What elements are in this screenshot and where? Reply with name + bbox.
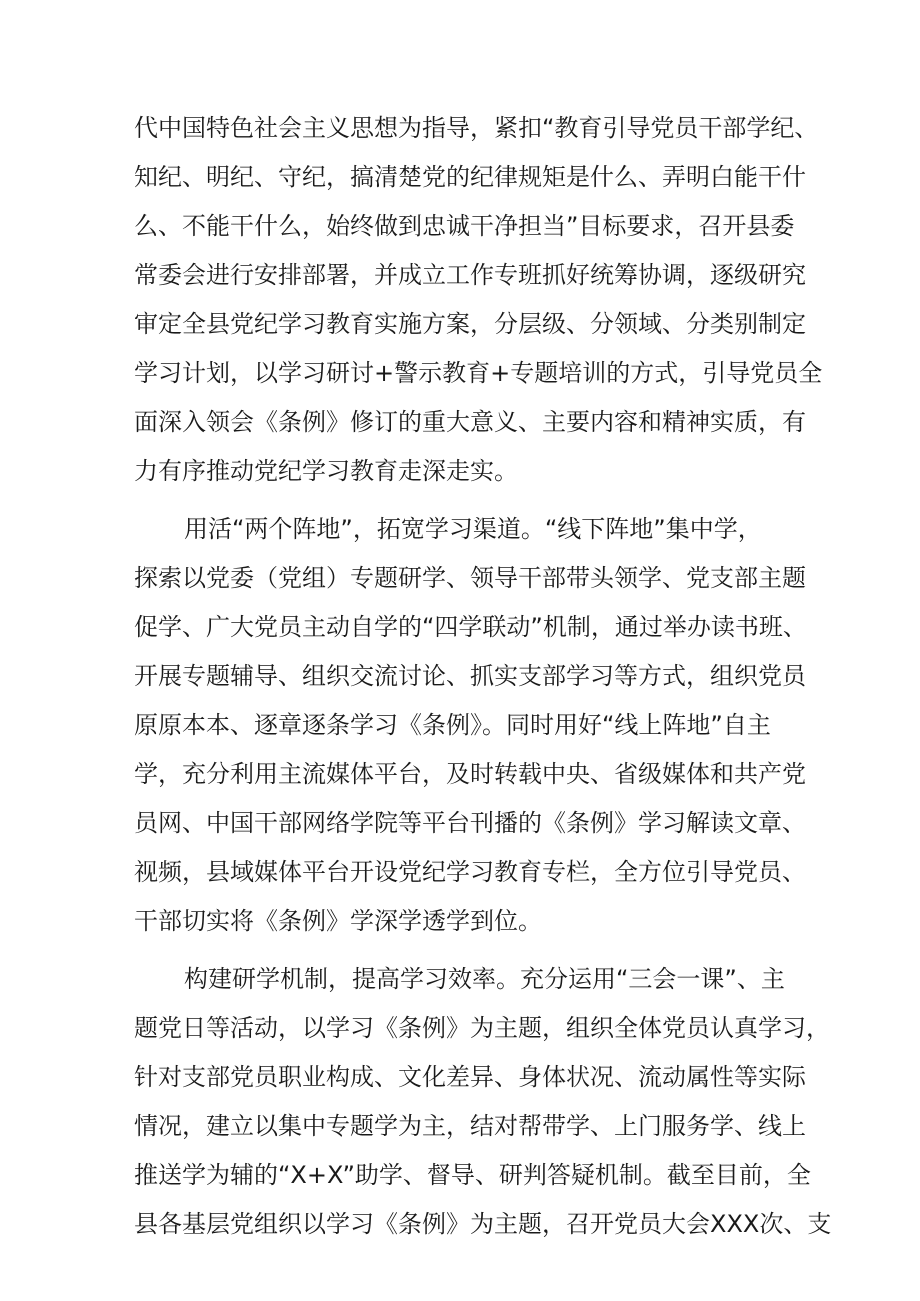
paragraph-2 [134,505,807,946]
paragraph-1 [134,104,823,496]
text-line: 情况，建立以集中专题学为主，结对帮带学、上门服务学、线上 [134,1112,806,1140]
text-line: 用活“两个阵地”，拓宽学习渠道。“线下阵地”集中学， [184,515,762,543]
text-line: 学，充分利用主流媒体平台，及时转载中央、省级媒体和共产党 [134,760,806,788]
text-line: 代中国特色社会主义思想为指导，紧扣“教育引导党员干部学纪、 [134,114,819,142]
text-line: 面深入领会《条例》修订的重大意义、主要内容和精神实质，有 [134,408,806,436]
text-line: 干部切实将《条例》学深学透学到位。 [134,907,542,935]
text-line: 原原本本、逐章逐条学习《条例》。同时用好“线上阵地”自主 [134,711,771,739]
text-line: 么、不能干什么，始终做到忠诚干净担当”目标要求，召开县委 [134,212,795,240]
text-line: 题党日等活动，以学习《条例》为主题，组织全体党员认真学习， [134,1014,830,1042]
text-line: 常委会进行安排部署，并成立工作专班抓好统筹协调，逐级研究 [134,261,806,289]
text-line: 员网、中国干部网络学院等平台刊播的《条例》学习解读文章、 [134,809,806,837]
text-line: 针对支部党员职业构成、文化差异、身体状况、流动属性等实际 [134,1063,806,1091]
text-line: 审定全县党纪学习教育实施方案，分层级、分领域、分类别制定 [134,310,806,338]
text-line: 构建研学机制，提高学习效率。充分运用“三会一课”、主 [184,965,785,993]
text-line: 开展专题辅导、组织交流讨论、抓实支部学习等方式，组织党员 [134,662,806,690]
text-line: 推送学为辅的“X+X”助学、督导、研判答疑机制。截至目前，全 [134,1161,811,1189]
document-body [134,104,832,1249]
paragraph-gap [134,496,794,505]
text-line: 视频，县域媒体平台开设党纪学习教育专栏，全方位引导党员、 [134,858,806,886]
paragraph-3 [134,955,832,1249]
text-line: 知纪、明纪、守纪，搞清楚党的纪律规矩是什么、弄明白能干什 [134,163,806,191]
text-line: 力有序推动党纪学习教育走深走实。 [134,457,518,485]
text-line: 促学、广大党员主动自学的“四学联动”机制，通过举办读书班、 [134,613,807,641]
text-line: 学习计划，以学习研讨+警示教育+专题培训的方式，引导党员全 [134,359,823,387]
text-line: 探索以党委（党组）专题研学、领导干部带头领学、党支部主题 [134,564,806,592]
text-line: 县各基层党组织以学习《条例》为主题，召开党员大会XXX次、支 [134,1210,832,1238]
paragraph-gap [134,946,794,955]
